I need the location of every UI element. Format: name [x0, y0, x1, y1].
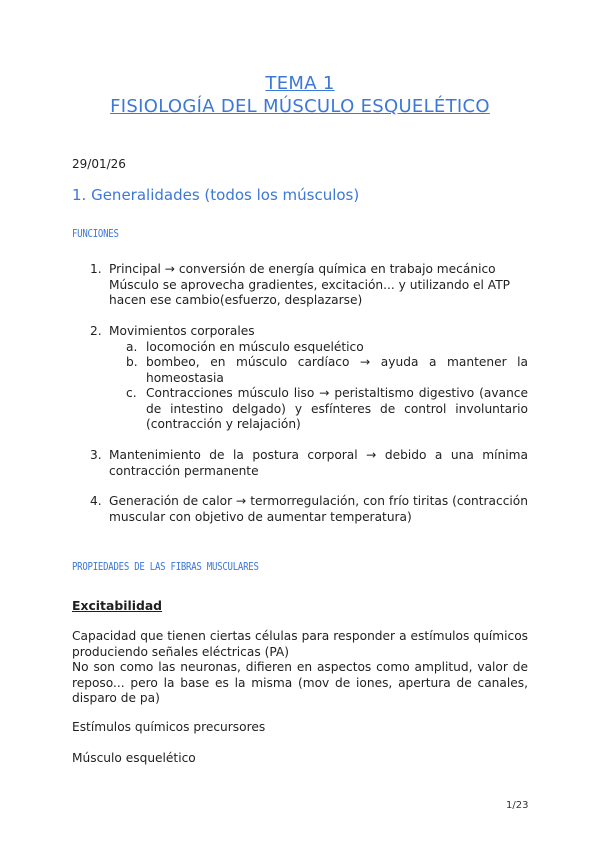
sub-list-text: Contracciones músculo liso → peristaltismo digestivo (avance de intestino delgado) y esfínteres de control involuntario (contracción y relajación) — [146, 386, 528, 431]
paragraph-capacidad: Capacidad que tienen ciertas células para responder a estímulos químicos produciendo señales eléctricas (PA) — [72, 629, 528, 659]
sub-list-letter: b. — [126, 355, 138, 369]
list-item — [90, 262, 528, 309]
document-date: 29/01/26 — [72, 157, 126, 171]
sub-list-item — [126, 355, 528, 386]
line-musculo: Músculo esquelético — [72, 751, 196, 765]
list-item-text: Generación de calor → termorregulación, con frío tiritas (contracción muscular con objetivo de aumentar temperatura) — [109, 494, 528, 524]
list-item-number: 1. — [90, 262, 102, 276]
list-item-text: Movimientos corporales — [109, 324, 255, 338]
section-heading-generalidades: 1. Generalidades (todos los músculos) — [72, 186, 360, 204]
list-item-number: 4. — [90, 494, 102, 508]
sub-list-text: bombeo, en músculo cardíaco → ayuda a mantener la homeostasia — [146, 355, 528, 385]
subheading-propiedades: PROPIEDADES DE LAS FIBRAS MUSCULARES — [72, 560, 259, 573]
excitabilidad-heading: Excitabilidad — [72, 598, 163, 613]
sub-list-letter: c. — [126, 386, 137, 400]
sub-list-letter: a. — [126, 339, 138, 354]
list-item-number: 2. — [90, 324, 102, 338]
list-item-line: Músculo se aprovecha gradientes, excitación... y utilizando el ATP — [109, 277, 510, 292]
list-item — [90, 448, 528, 479]
list-item-line: Principal → conversión de energía química en trabajo mecánico — [109, 262, 496, 276]
list-item-number: 3. — [90, 448, 102, 462]
title-line-1: TEMA 1 — [265, 73, 335, 94]
line-estimulos: Estímulos químicos precursores — [72, 720, 266, 734]
paragraph-neuronas: No son como las neuronas, difieren en aspectos como amplitud, valor de reposo... pero la base es la misma (mov de iones, apertura de canales, disparo de pa) — [72, 660, 528, 705]
sub-list-item — [126, 339, 528, 356]
page-number: 1/23 — [506, 800, 529, 811]
list-item-line: hacen ese cambio(esfuerzo, desplazarse) — [109, 293, 363, 307]
sub-list-item — [126, 386, 528, 433]
list-item-text: Mantenimiento de la postura corporal → debido a una mínima contracción permanente — [109, 448, 528, 478]
title-line-2: FISIOLOGÍA DEL MÚSCULO ESQUELÉTICO — [110, 96, 490, 117]
list-item — [90, 494, 528, 525]
document-title — [0, 72, 600, 118]
list-item — [90, 324, 528, 433]
sub-list-text: locomoción en músculo esquelético — [146, 339, 364, 354]
subheading-funciones: FUNCIONES — [72, 227, 119, 240]
